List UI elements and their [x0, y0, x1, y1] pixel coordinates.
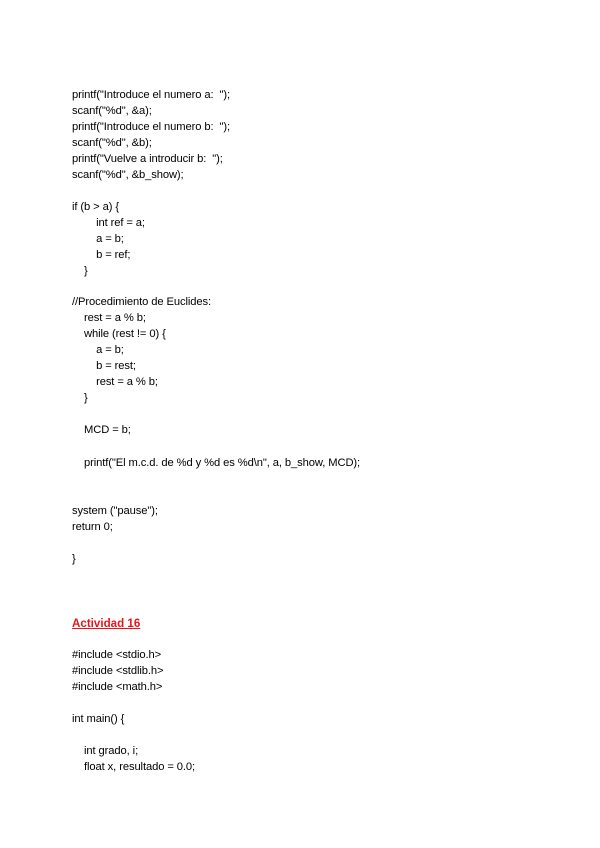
code-line: system ("pause");: [72, 505, 158, 517]
section-heading: Actividad 16: [72, 617, 141, 630]
code-line: rest = a % b;: [72, 376, 158, 388]
code-line: a = b;: [72, 344, 124, 356]
code-line: printf("Introduce el numero a: ");: [72, 89, 231, 101]
code-line: printf("Introduce el numero b: ");: [72, 121, 231, 133]
code-line: int main() {: [72, 713, 125, 725]
code-line: while (rest != 0) {: [72, 328, 166, 340]
code-line: }: [72, 553, 76, 565]
code-line: int grado, i;: [72, 745, 139, 757]
code-line: printf("El m.c.d. de %d y %d es %d\n", a, b_show, MCD);: [72, 457, 361, 469]
code-line: MCD = b;: [72, 424, 131, 436]
code-line: a = b;: [72, 233, 124, 245]
code-line: return 0;: [72, 521, 113, 533]
code-line: if (b > a) {: [72, 201, 119, 213]
code-line: scanf("%d", &b);: [72, 137, 152, 149]
include-line: #include <stdlib.h>: [72, 665, 164, 677]
include-line: #include <math.h>: [72, 681, 163, 693]
code-line: }: [72, 265, 88, 277]
code-comment: //Procedimiento de Euclides:: [72, 296, 211, 308]
code-line: printf("Vuelve a introducir b: ");: [72, 153, 223, 165]
code-line: b = rest;: [72, 360, 136, 372]
code-line: scanf("%d", &a);: [72, 105, 152, 117]
code-line: }: [72, 392, 88, 404]
code-line: scanf("%d", &b_show);: [72, 169, 184, 181]
code-line: rest = a % b;: [72, 312, 146, 324]
code-line: int ref = a;: [72, 217, 145, 229]
include-line: #include <stdio.h>: [72, 649, 162, 661]
code-line: b = ref;: [72, 249, 131, 261]
code-line: float x, resultado = 0.0;: [72, 761, 196, 773]
